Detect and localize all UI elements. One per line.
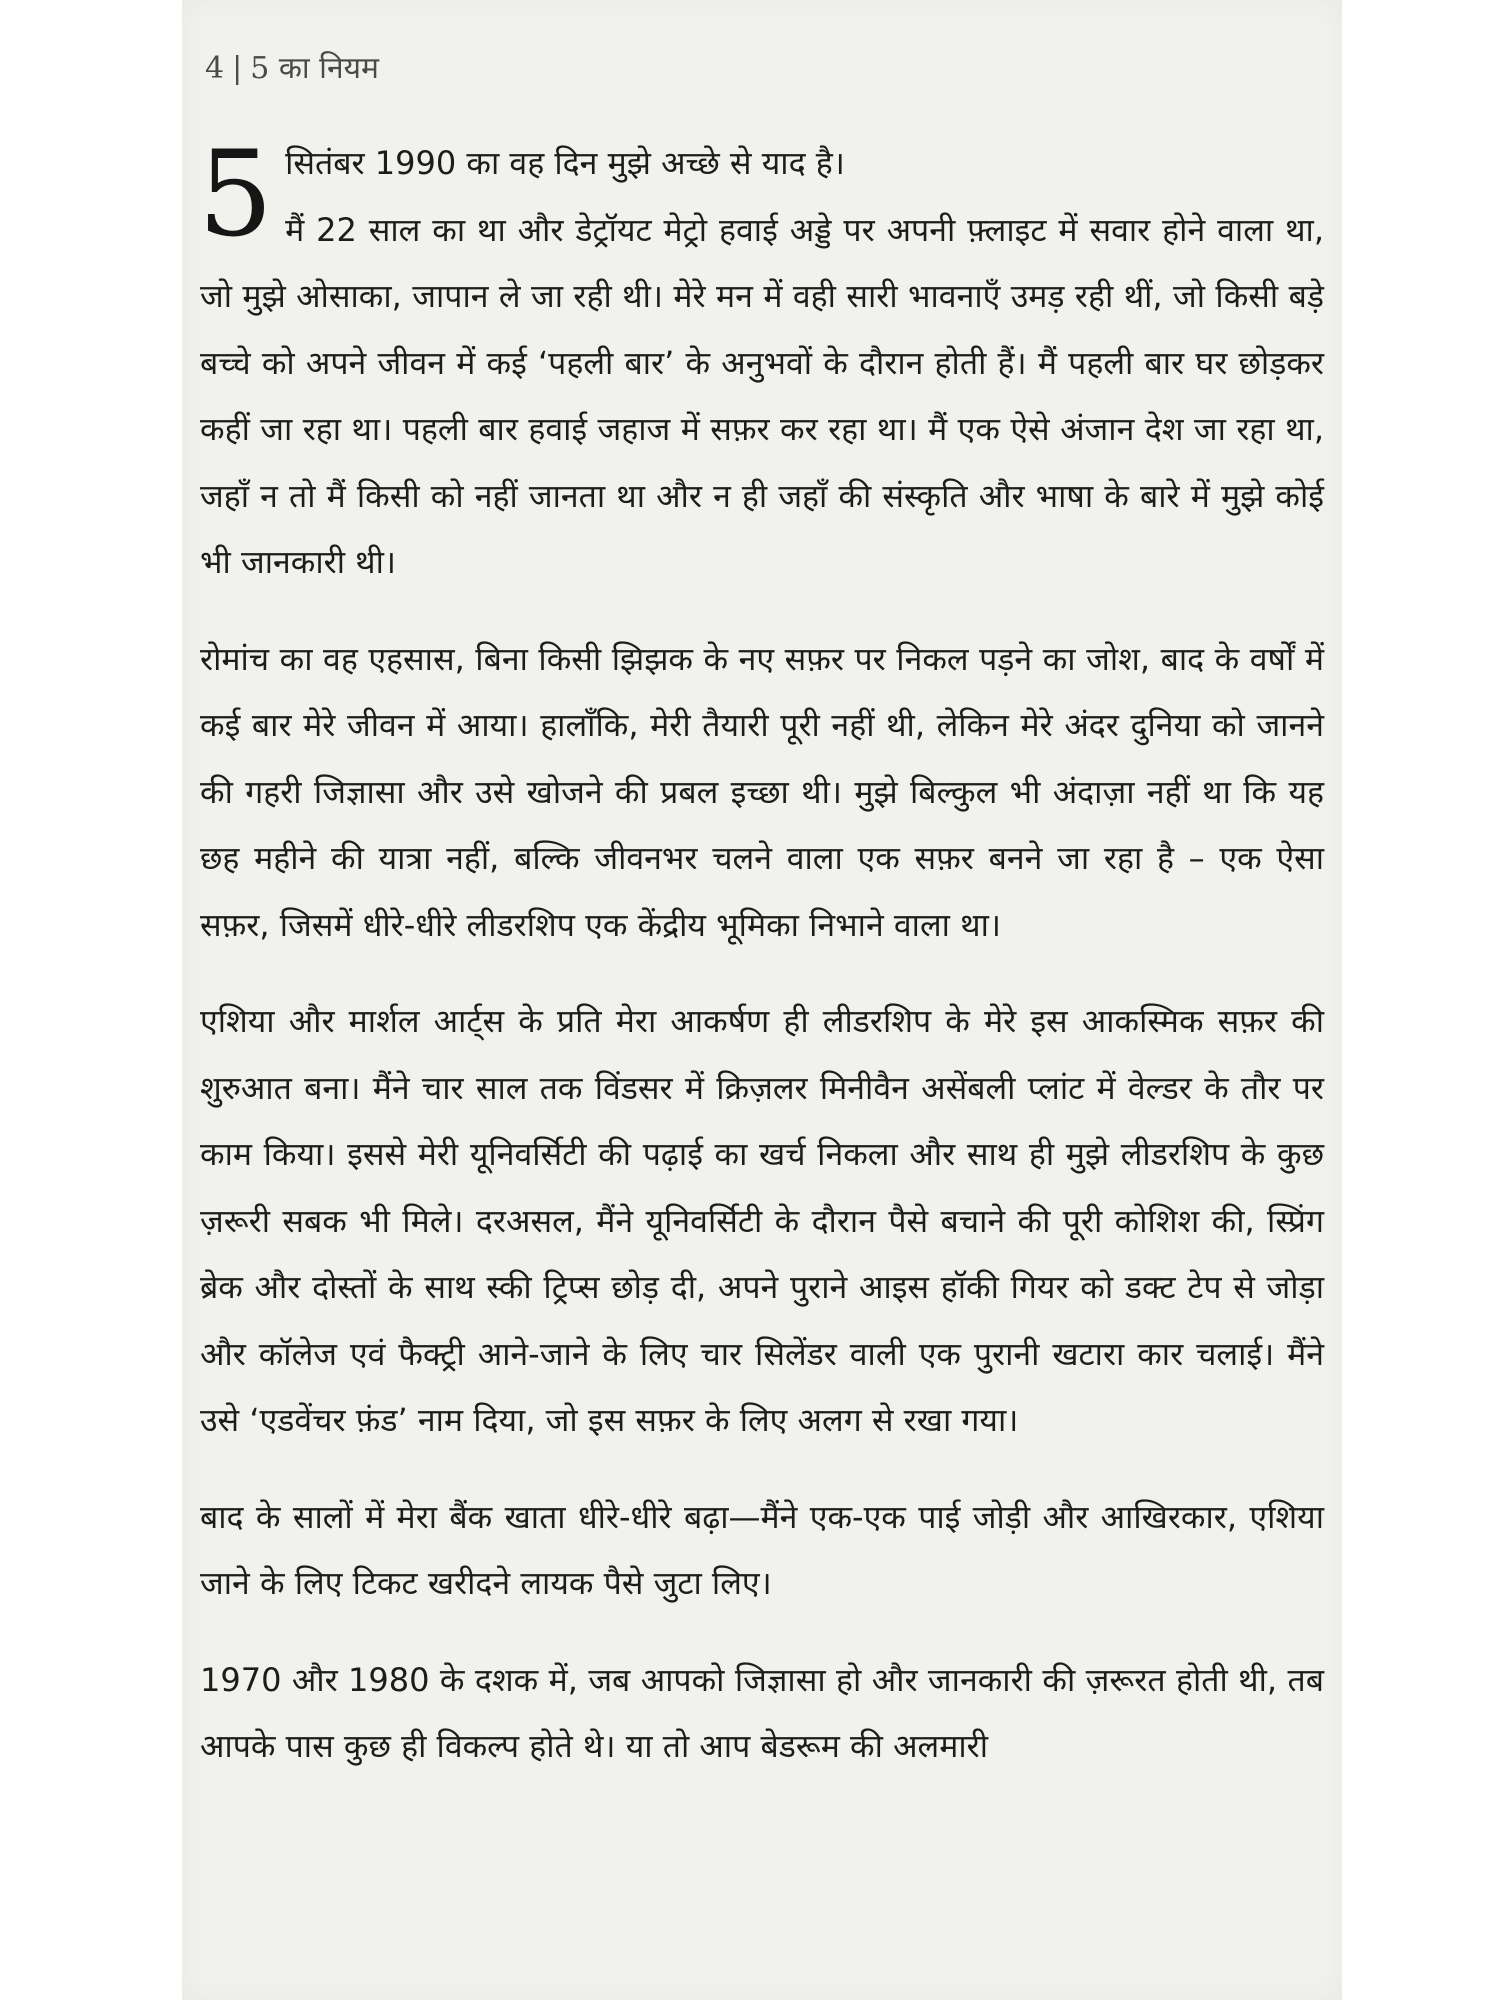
chapter-body [198, 125, 1324, 1810]
page-number: 4 [205, 51, 225, 86]
book-title: 5 का नियम [250, 51, 379, 86]
paragraph-4: बाद के सालों में मेरा बैंक खाता धीरे-धीरे बढ़ा—मैंने एक-एक पाई जोड़ी और आखिरकार, एशिया जाने के लिए टिकट खरीदने लायक पैसे जुटा लिए। [200, 1497, 1324, 1602]
paragraph-5: 1970 और 1980 के दशक में, जब आपको जिज्ञासा हो और जानकारी की ज़रूरत होती थी, तब आपके पास कुछ ही विकल्प होते थे। या तो आप बेडरूम की अलमारी [200, 1660, 1324, 1765]
header-separator: | [232, 51, 243, 86]
drop-cap: 5 [198, 125, 274, 263]
opening-line: सितंबर 1990 का वह दिन मुझे अच्छे से याद है। [285, 144, 845, 182]
paragraph-3: एशिया और मार्शल आर्ट्स के प्रति मेरा आकर्षण ही लीडरशिप के मेरे इस आकस्मिक सफ़र की शुरुआत बना। मैंने चार साल तक विंडसर में क्रिज़लर मिनीवैन असेंबली प्लांट में वेल्डर के तौर पर काम किया। इससे मेरी यूनिवर्सिटी की पढ़ाई का खर्च निकला और साथ ही मुझे लीडरशिप के कुछ ज़रूरी सबक भी मिले। दरअसल, मैंने यूनिवर्सिटी के दौरान पैसे बचाने की पूरी कोशिश की, स्प्रिंग ब्रेक और दोस्तों के साथ स्की ट्रिप्स छोड़ दी, अपने पुराने आइस हॉकी गियर को डक्ट टेप से जोड़ा और कॉलेज एवं फैक्ट्री आने-जाने के लिए चार सिलेंडर वाली एक पुरानी खटारा कार चलाई। मैंने उसे ‘एडवेंचर फ़ंड’ नाम दिया, जो इस सफ़र के लिए अलग से रखा गया। [200, 1002, 1324, 1439]
running-header [205, 46, 379, 87]
paragraph-1-text: मैं 22 साल का था और डेट्रॉयट मेट्रो हवाई अड्डे पर अपनी फ़्लाइट में सवार होने वाला था, जो मुझे ओसाका, जापान ले जा रही थी। मेरे मन में वही सारी भावनाएँ उमड़ रही थीं, जो किसी बड़े बच्चे को अपने जीवन में कई ‘पहली बार’ के अनुभवों के दौरान होती हैं। मैं पहली बार घर छोड़कर कहीं जा रहा था। पहली बार हवाई जहाज में सफ़र कर रहा था। मैं एक ऐसे अंजान देश जा रहा था, जहाँ न तो मैं किसी को नहीं जानता था और न ही जहाँ की संस्कृति और भाषा के बारे में मुझे कोई भी जानकारी थी। [200, 210, 1324, 581]
paragraph-2: रोमांच का वह एहसास, बिना किसी झिझक के नए सफ़र पर निकल पड़ने का जोश, बाद के वर्षों में कई बार मेरे जीवन में आया। हालाँकि, मेरी तैयारी पूरी नहीं थी, लेकिन मेरे अंदर दुनिया को जानने की गहरी जिज्ञासा और उसे खोजने की प्रबल इच्छा थी। मुझे बिल्कुल भी अंदाज़ा नहीं था कि यह छह महीने की यात्रा नहीं, बल्कि जीवनभर चलने वाला एक सफ़र बनने जा रहा है – एक ऐसा सफ़र, जिसमें धीरे-धीरे लीडरशिप एक केंद्रीय भूमिका निभाने वाला था। [200, 639, 1324, 944]
paragraph-1 [198, 125, 1324, 596]
